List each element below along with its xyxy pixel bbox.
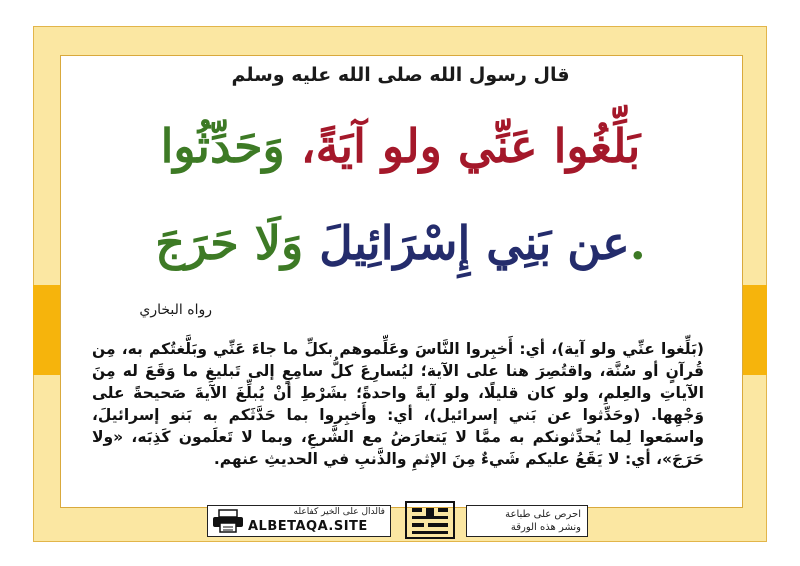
site-link[interactable]: ALBETAQA.SITE xyxy=(248,519,368,534)
promo-box xyxy=(466,505,588,537)
promo-text xyxy=(505,508,581,534)
headline-phrase-2: وَحَدِّثُوا xyxy=(160,119,285,173)
printer-icon xyxy=(210,509,248,533)
intro-text: قال رسول الله صلى الله عليه وسلم xyxy=(231,64,570,86)
guide-text: فالدال على الخير كفاعله xyxy=(293,507,385,517)
explanation-paragraph: (بَلِّغوا عنِّي ولو آية)، أي: أَخبِروا النَّاسَ وعَلِّموهم بكلِّ ما جاءَ عَنِّي وبَلَّغتُكم به، مِن قُرآنٍ أو سُنَّة، واقتُصِرَ هنا على الآية؛ ليُسارِعَ كلُّ سامِعٍ إلى تَبليغِ ما وَقَعَ له مِنَ الآياتِ والعِلمِ، ولو كان قليلًا، ولو آيةً واحدةً؛ بشَرْطِ أنْ يُبلِّغَ الآيةَ صَحيحةً على وَجْهِها. (وحَدِّثوا عن بَني إسرائيل)، أي: وأَخبِروا بما حَدَّثَكم به بَنو إسرائيلَ، واسمَعوا لِما يُحدِّثونكم به ممَّا لا يَتعارَضُ مع الشَّرعِ، وبما لا تَعلَمون كَذِبَه، «ولا حَرَجَ»، أي: لا يَقَعُ عليكم شَيءٌ مِنَ الإثمِ والذَّنبِ في الحديثِ عنهم. xyxy=(92,340,704,468)
headline-phrase-3: عن بَنِي إِسْرَائِيلَ xyxy=(319,216,630,270)
headline-line-2 xyxy=(60,213,741,273)
logo-icon xyxy=(402,500,458,540)
headline-phrase-4: وَلَا حَرَجَ. xyxy=(155,216,646,270)
headline-phrase-1: بَلِّغُوا عَنِّي ولو آيَةً، xyxy=(300,119,641,173)
headline-line-1 xyxy=(60,116,741,176)
promo-line-2: ونشر هذه الورقة xyxy=(510,522,581,533)
narrator-label: رواه البخاري xyxy=(139,302,212,318)
promo-line-1: احرص على طباعة xyxy=(505,509,581,520)
site-box xyxy=(207,505,391,537)
